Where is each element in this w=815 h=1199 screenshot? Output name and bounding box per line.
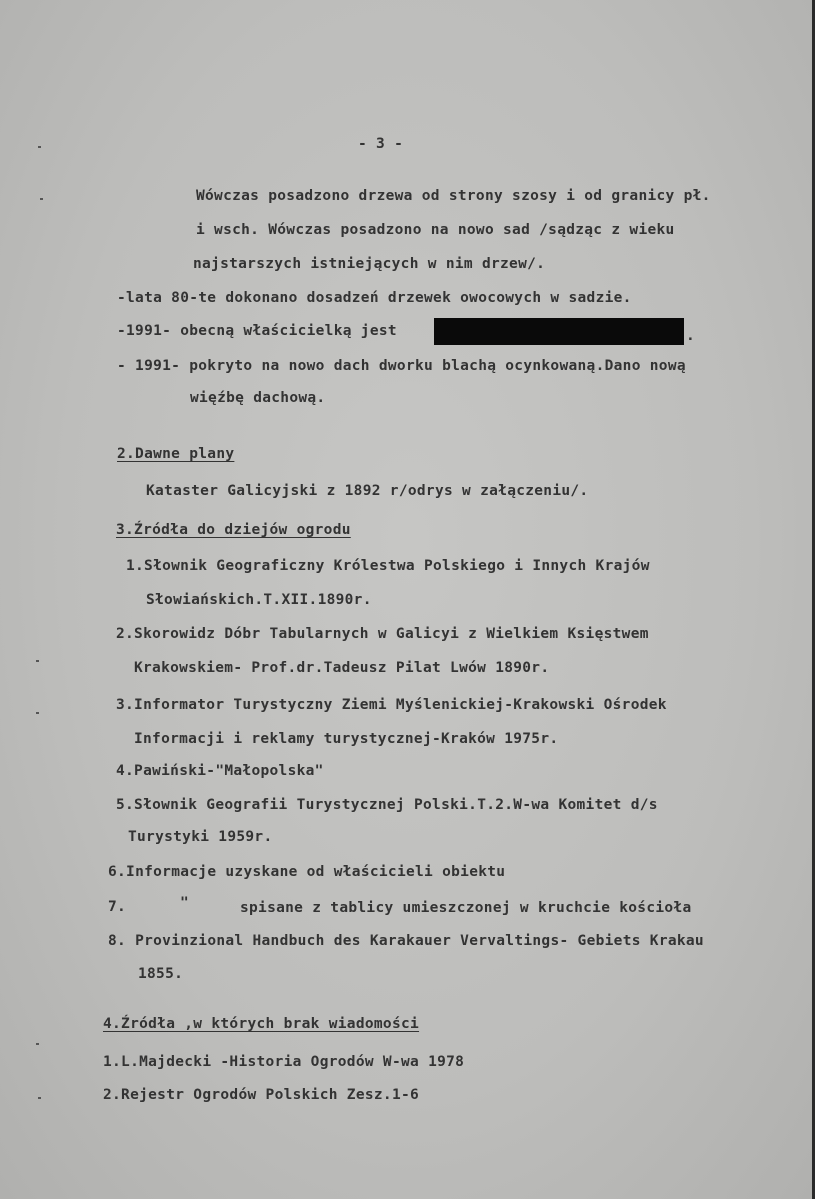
history-line: Wówczas posadzono drzewa od strony szosy i od granicy pł. <box>196 188 711 204</box>
history-line: -lata 80-te dokonano dosadzeń drzewek owocowych w sadzie. <box>117 290 632 306</box>
history-line: najstarszych istniejących w nim drzew/. <box>193 256 546 272</box>
history-line: - 1991- pokryto na nowo dach dworku blachą ocynkowaną.Dano nową <box>117 358 686 374</box>
margin-speck <box>36 1043 39 1045</box>
source-line: 3.Informator Turystyczny Ziemi Myślenickiej-Krakowski Ośrodek <box>116 697 667 713</box>
source-line: 1.L.Majdecki -Historia Ogrodów W-wa 1978 <box>103 1054 465 1070</box>
source-line: spisane z tablicy umieszczonej w kruchcie kościoła <box>240 900 692 916</box>
section-heading: 2.Dawne plany <box>117 446 235 462</box>
margin-speck <box>38 1097 41 1099</box>
source-line: Krakowskiem- Prof.dr.Tadeusz Pilat Lwów 1890r. <box>134 660 550 676</box>
history-line: -1991- obecną właścicielką jest <box>117 323 397 339</box>
redaction-box <box>434 318 684 345</box>
history-line: więźbę dachową. <box>190 390 326 406</box>
history-line: i wsch. Wówczas posadzono na nowo sad /sądząc z wieku <box>196 222 675 238</box>
source-line: Turystyki 1959r. <box>128 829 273 845</box>
page-number: - 3 - <box>358 136 404 152</box>
source-line: 6.Informacje uzyskane od właścicieli obiektu <box>108 864 506 880</box>
source-line: 2.Skorowidz Dóbr Tabularnych w Galicyi z Wielkiem Księstwem <box>116 626 649 642</box>
margin-speck <box>40 198 43 200</box>
source-line: 7. <box>108 899 127 915</box>
source-line: 4.Pawiński-"Małopolska" <box>116 763 324 779</box>
section-heading: 4.Źródła ,w których brak wiadomości <box>103 1016 420 1032</box>
margin-speck <box>38 146 41 148</box>
source-line: 5.Słownik Geografii Turystycznej Polski.T.2.W-wa Komitet d/s <box>116 797 658 813</box>
source-line: 2.Rejestr Ogrodów Polskich Zesz.1-6 <box>103 1087 420 1103</box>
source-line: Informacji i reklamy turystycznej-Kraków 1975r. <box>134 731 559 747</box>
section-text: Kataster Galicyjski z 1892 r/odrys w załączeniu/. <box>146 483 589 499</box>
margin-speck <box>36 660 39 662</box>
ditto-mark: " <box>180 895 190 911</box>
source-line: 8. Provinzional Handbuch des Karakauer Vervaltings- Gebiets Krakau <box>108 933 704 949</box>
source-line: Słowiańskich.T.XII.1890r. <box>146 592 372 608</box>
history-end-dot: . <box>686 328 696 344</box>
margin-speck <box>36 712 39 714</box>
source-line: 1.Słownik Geograficzny Królestwa Polskiego i Innych Krajów <box>126 558 650 574</box>
section-heading: 3.Źródła do dziejów ogrodu <box>116 522 351 538</box>
source-line: 1855. <box>138 966 184 982</box>
